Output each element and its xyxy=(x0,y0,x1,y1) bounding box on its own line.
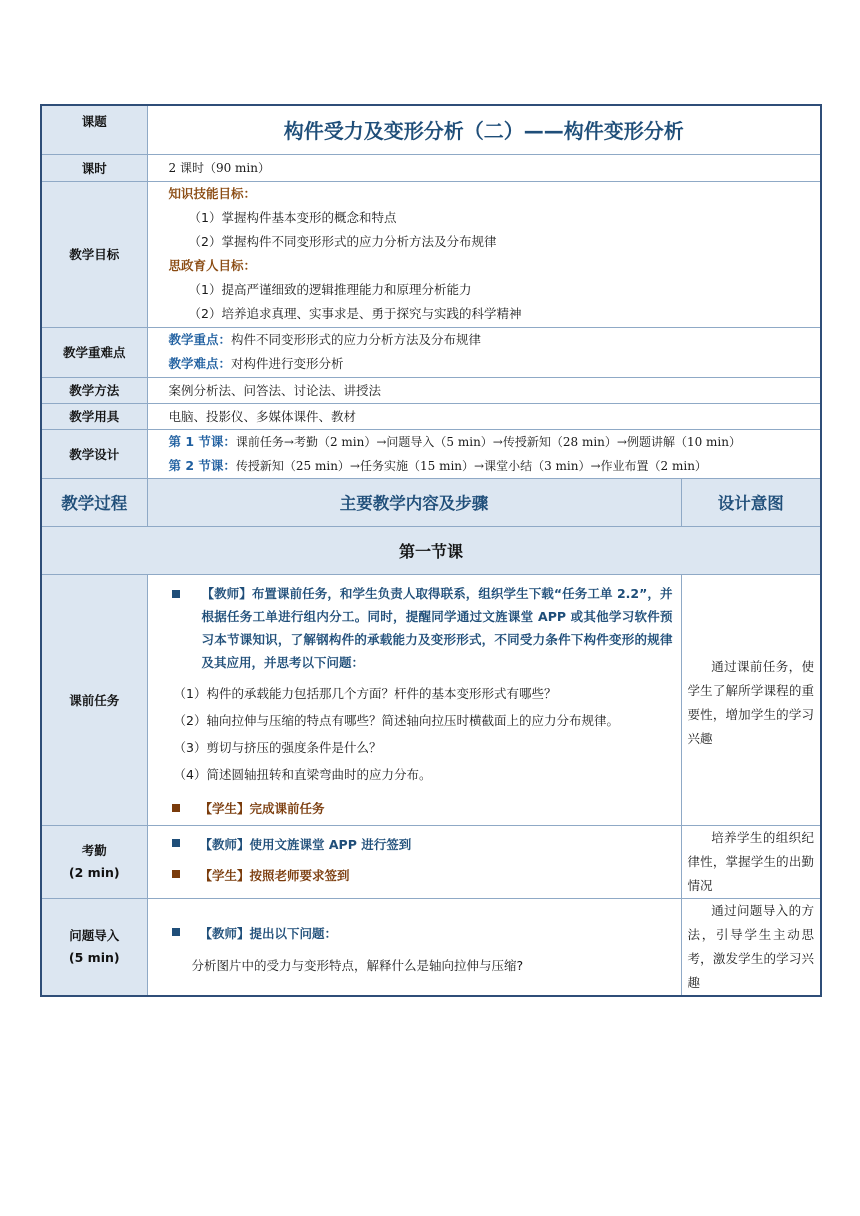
pretask-question: （3）剪切与挤压的强度条件是什么？ xyxy=(173,740,382,755)
attendance-content xyxy=(147,825,681,898)
bullet-square-icon xyxy=(172,590,180,598)
keypoints-row xyxy=(41,327,821,377)
tools-row xyxy=(41,403,821,429)
method-label: 教学方法 xyxy=(41,377,147,403)
intro-content xyxy=(147,898,681,996)
ideology-item: （2）培养追求真理、实事求是、勇于探究与实践的科学精神 xyxy=(188,306,522,321)
topic-label: 课题 xyxy=(41,105,147,154)
intro-intent-cell xyxy=(681,898,821,996)
difficult-heading: 教学难点： xyxy=(168,356,232,371)
method-value: 案例分析法、问答法、讨论法、讲授法 xyxy=(147,377,821,403)
ideology-heading: 思政育人目标： xyxy=(168,258,257,273)
intro-label: 问题导入 xyxy=(69,927,120,943)
lesson-plan-table xyxy=(40,104,822,997)
tools-value: 电脑、投影仪、多媒体课件、教材 xyxy=(147,403,821,429)
lesson-plan-document xyxy=(40,104,820,997)
lesson2-text: 传授新知（25 min）→任务实施（15 min）→课堂小结（3 min）→作业布置（2 min） xyxy=(235,458,707,473)
process-column-header: 教学过程 xyxy=(41,478,147,526)
method-row xyxy=(41,377,821,403)
difficult-text: 对构件进行变形分析 xyxy=(231,356,344,371)
attendance-teacher-item xyxy=(172,834,673,855)
intro-row xyxy=(41,898,821,996)
lesson1-heading: 第 1 节课： xyxy=(168,433,236,449)
pretask-student-text: 【学生】完成课前任务 xyxy=(199,801,325,816)
bullet-square-icon xyxy=(172,804,180,812)
key-heading: 教学重点： xyxy=(168,332,232,347)
topic-row xyxy=(41,105,821,154)
pretask-question: （1）构件的承载能力包括那几个方面？杆件的基本变形形式有哪些？ xyxy=(173,686,557,701)
knowledge-heading: 知识技能目标： xyxy=(168,186,257,201)
attendance-label-cell xyxy=(41,825,147,898)
lesson1-text: 课前任务→考勤（2 min）→问题导入（5 min）→传授新知（28 min）→例题讲解（10 min） xyxy=(235,434,741,449)
objectives-row xyxy=(41,181,821,327)
attendance-teacher-text: 【教师】使用文旌课堂 APP 进行签到 xyxy=(199,836,412,852)
pretask-student-item xyxy=(172,798,673,819)
bullet-square-icon xyxy=(172,839,180,847)
section-title: 第一节课 xyxy=(41,526,821,574)
intro-duration: (5 min) xyxy=(68,949,120,965)
pretask-question: （2）轴向拉伸与压缩的特点有哪些？简述轴向拉压时横截面上的应力分布规律。 xyxy=(173,713,619,728)
section-row xyxy=(41,526,821,574)
pretask-intent-cell xyxy=(681,574,821,825)
intro-question-text: 分析图片中的受力与变形特点，解释什么是轴向拉伸与压缩? xyxy=(191,957,524,973)
attendance-intent: 培养学生的组织纪律性，掌握学生的出勤情况 xyxy=(687,829,814,893)
tools-label: 教学用具 xyxy=(41,403,147,429)
keypoints-label: 教学重难点 xyxy=(41,327,147,377)
content-column-header: 主要教学内容及步骤 xyxy=(147,478,681,526)
attendance-row xyxy=(41,825,821,898)
intent-column-header: 设计意图 xyxy=(681,478,821,526)
knowledge-item: （2）掌握构件不同变形形式的应力分析方法及分布规律 xyxy=(188,234,497,249)
keypoints-content xyxy=(147,327,821,377)
key-text: 构件不同变形形式的应力分析方法及分布规律 xyxy=(231,332,482,347)
ideology-item: （1）提高严谨细致的逻辑推理能力和原理分析能力 xyxy=(188,282,472,297)
objectives-content xyxy=(147,181,821,327)
pretask-teacher-item xyxy=(172,582,673,674)
pretask-label: 课前任务 xyxy=(41,574,147,825)
intro-intent: 通过问题导入的方法，引导学生主动思考，激发学生的学习兴趣 xyxy=(687,902,814,990)
knowledge-item: （1）掌握构件基本变形的概念和特点 xyxy=(188,210,397,225)
objectives-label: 教学目标 xyxy=(41,181,147,327)
page-title: 构件受力及变形分析（二）——构件变形分析 xyxy=(147,105,821,154)
pretask-teacher-text: 【教师】布置课前任务，和学生负责人取得联系，组织学生下载“任务工单 2.2”，并根据任务工单进行组内分工。同时，提醒同学通过文旌课堂 APP 或其他学习软件预习本节课知识，了解钢构件的承载能力及变形形式，不同受力条件下构件变形的规律及其应用，并思考以下问题： xyxy=(201,586,673,670)
bullet-square-icon xyxy=(172,870,180,878)
pretask-question: （4）简述圆轴扭转和直梁弯曲时的应力分布。 xyxy=(173,767,432,782)
pretask-row xyxy=(41,574,821,825)
design-label: 教学设计 xyxy=(41,429,147,478)
bullet-square-icon xyxy=(172,928,180,936)
design-content xyxy=(147,429,821,478)
hours-row xyxy=(41,154,821,181)
intro-label-cell xyxy=(41,898,147,996)
attendance-student-text: 【学生】按照老师要求签到 xyxy=(199,867,350,883)
attendance-intent-cell xyxy=(681,825,821,898)
pretask-content xyxy=(147,574,681,825)
attendance-label: 考勤 xyxy=(81,842,107,858)
attendance-duration: (2 min) xyxy=(68,864,120,880)
attendance-student-item xyxy=(172,865,673,886)
intro-teacher-item xyxy=(172,923,673,944)
hours-value: 2 课时（90 min） xyxy=(147,154,821,181)
process-header-row xyxy=(41,478,821,526)
hours-label: 课时 xyxy=(41,154,147,181)
design-row xyxy=(41,429,821,478)
intro-teacher-text: 【教师】提出以下问题： xyxy=(199,925,338,941)
lesson2-heading: 第 2 节课： xyxy=(168,457,236,473)
pretask-intent: 通过课前任务，使学生了解所学课程的重要性，增加学生的学习兴趣 xyxy=(687,658,814,746)
